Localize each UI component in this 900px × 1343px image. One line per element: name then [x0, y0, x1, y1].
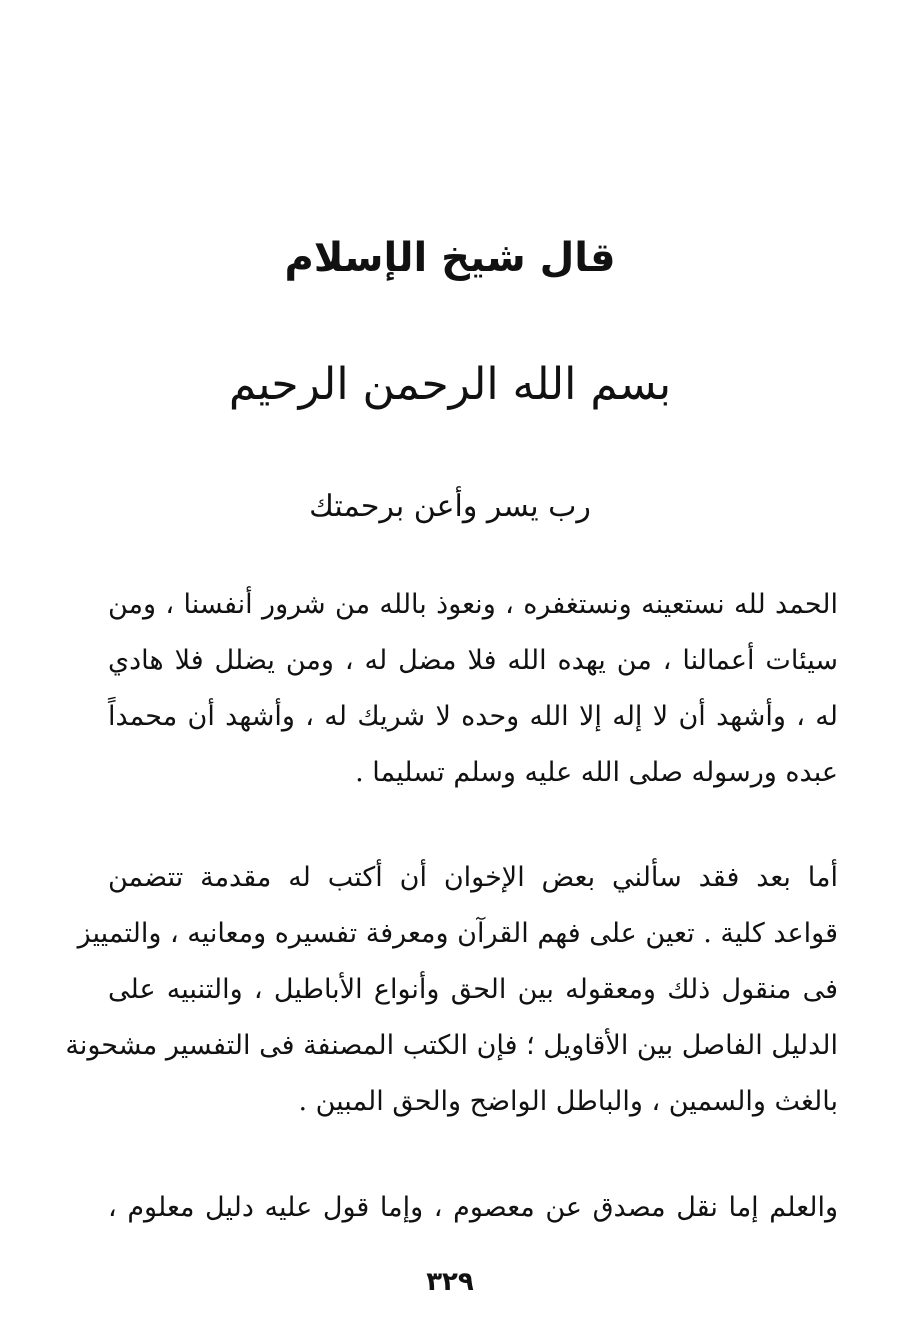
page-heading: قال شيخ الإسلام	[284, 235, 616, 281]
paragraph-line: عبده ورسوله صلى الله عليه وسلم تسليما .	[355, 757, 838, 788]
paragraph-line: بالغث والسمين ، والباطل الواضح والحق المبين .	[298, 1086, 838, 1117]
paragraph-3	[108, 1180, 838, 1236]
basmala: بسم الله الرحمن الرحيم	[228, 359, 672, 410]
paragraph-line: له ، وأشهد أن لا إله إلا الله وحده لا شريك له ، وأشهد أن محمداً	[108, 701, 838, 732]
paragraph-line: فى منقول ذلك ومعقوله بين الحق وأنواع الأباطيل ، والتنبيه على	[108, 974, 838, 1005]
paragraph-line: الحمد لله نستعينه ونستغفره ، ونعوذ بالله من شرور أنفسنا ، ومن	[108, 589, 838, 620]
supplication: رب يسر وأعن برحمتك	[309, 489, 591, 524]
paragraph-2	[65, 850, 838, 1130]
paragraph-line: والعلم إما نقل مصدق عن معصوم ، وإما قول عليه دليل معلوم ،	[108, 1192, 838, 1223]
paragraph-line: أما بعد فقد سألني بعض الإخوان أن أكتب له مقدمة تتضمن	[108, 862, 838, 893]
paragraph-line: سيئات أعمالنا ، من يهده الله فلا مضل له ، ومن يضلل فلا هادي	[108, 645, 838, 676]
paragraph-line: قواعد كلية . تعين على فهم القرآن ومعرفة تفسيره ومعانيه ، والتمييز	[77, 918, 838, 949]
paragraph-line: الدليل الفاصل بين الأقاويل ؛ فإن الكتب المصنفة فى التفسير مشحونة	[65, 1030, 838, 1061]
paragraph-1	[108, 577, 838, 801]
page-number: ٣٢٩	[426, 1267, 474, 1297]
